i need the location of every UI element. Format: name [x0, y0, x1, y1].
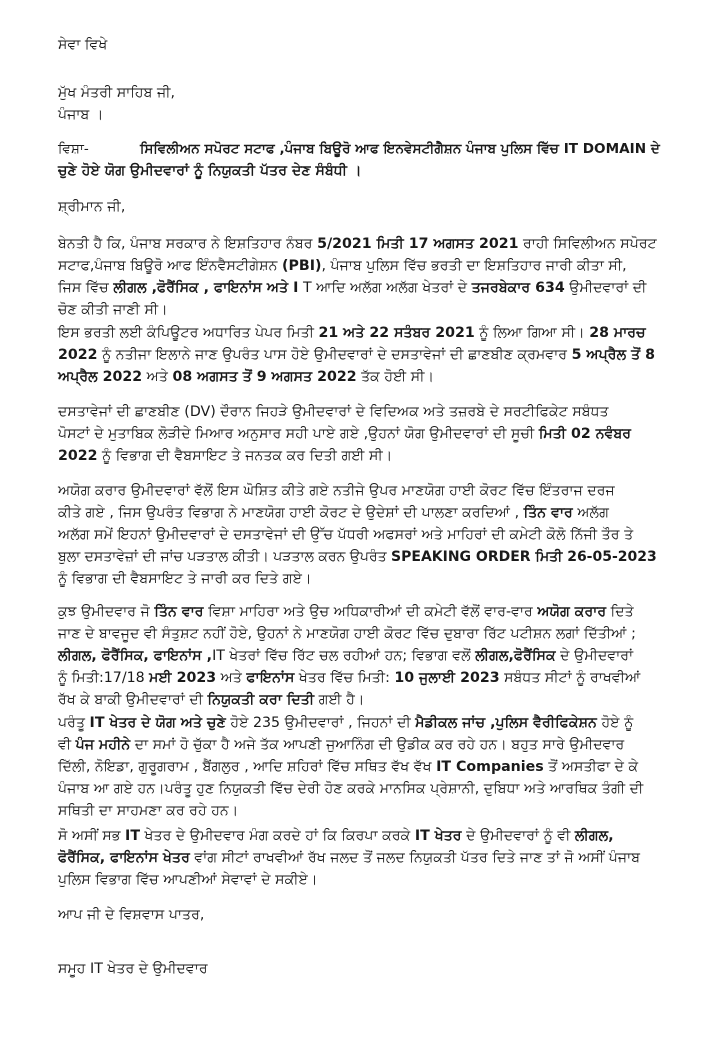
- subject-label: ਵਿਸ਼ਾ-: [58, 141, 89, 157]
- text-segment: ਦੇ ਉਮੀਦਵਾਰਾਂ: [555, 648, 634, 664]
- para4-l3: [58, 524, 662, 546]
- text-segment: ਪੋਸਟਾਂ ਦੇ ਮੁਤਾਬਿਕ ਲੋੜੀਦੇ ਮਿਆਰ ਅਨੁਸਾਰ ਸਹੀ ਪਾਏ ਗਏ ,ਉਹਨਾਂ ਯੋਗ ਉਮੀਦਵਾਰਾਂ ਦੀ ਸੂਚੀ: [58, 426, 539, 442]
- signature: ਸਮੂਹ IT ਖੇਤਰ ਦੇ ਉਮੀਦਵਾਰ: [58, 961, 208, 977]
- text-segment: ਰੱਖ ਕੇ ਬਾਕੀ ਉਮੀਦਵਾਰਾਂ ਦੀ: [58, 692, 208, 708]
- address-line-1: ਮੁੱਖ ਮੰਤਰੀ ਸਾਹਿਬ ਜੀ,: [58, 85, 176, 101]
- para2-l1: [58, 322, 662, 344]
- para2-l3: [58, 366, 662, 388]
- para6-l5: [58, 800, 662, 822]
- greeting: ਸ਼੍ਰੀਮਾਨ ਜੀ,: [58, 199, 126, 215]
- bold-text: ਫਾਇਨਾਂਸ: [246, 670, 295, 686]
- bold-text: ਨਿਯੁਕਤੀ ਕਰਾ ਦਿਤੀ: [207, 692, 315, 708]
- text-segment: ਪਰੰਤੂ: [58, 715, 90, 731]
- paragraph-3: [58, 401, 662, 467]
- para1-l1: [58, 233, 662, 255]
- text-segment: ਕੀਤੇ ਗਏ , ਜਿਸ ਉਪਰੰਤ ਵਿਭਾਗ ਨੇ ਮਾਣਯੋਗ ਹਾਈ ਕੋਰਟ ਦੇ ਉਦੇਸ਼ਾਂ ਦੀ ਪਾਲਣਾ ਕਰਦਿਆਂ ,: [58, 505, 524, 521]
- text-segment: ਵੀ: [58, 737, 76, 753]
- text-segment: ਨੂੰ ਵਿਭਾਗ ਦੀ ਵੈਬਸਾਇਟ ਤੇ ਜਾਰੀ ਕਰ ਦਿਤੇ ਗਏ।: [58, 571, 312, 587]
- text-segment: ਤੋਂ ਅਸਤੀਫਾ ਦੇ ਕੇ: [543, 759, 639, 775]
- para2-l2: [58, 344, 662, 366]
- text-segment: ਨੂੰ ਵਿਭਾਗ ਦੀ ਵੈਬਸਾਇਟ ਤੇ ਜਨਤਕ ਕਰ ਦਿਤੀ ਗਈ ਸੀ।: [97, 448, 393, 464]
- text-segment: ਵਾਂਗ ਸੀਟਾਂ ਰਾਖਵੀਆਂ ਰੱਖ ਜਲਦ ਤੋਂ ਜਲਦ ਨਿਯੁਕਤੀ ਪੱਤਰ ਦਿਤੇ ਜਾਣ ਤਾਂ ਜੋ ਅਸੀਂ ਪੰਜਾਬ: [189, 850, 641, 866]
- para5-l3: [58, 645, 662, 667]
- para5-l5: [58, 689, 662, 711]
- text-segment: ਤੱਕ ਹੋਈ ਸੀ।: [356, 369, 435, 385]
- bold-text: IT Companies: [436, 759, 544, 775]
- para3-l1: [58, 401, 662, 423]
- text-segment: ਜਿਸ ਵਿੱਚ: [58, 280, 114, 296]
- bold-text: 28 ਮਾਰਚ: [589, 325, 646, 341]
- text-segment: ਅਲੱਗ: [572, 505, 610, 521]
- text-segment: ਨੂੰ ਨਤੀਜਾ ਇਲਾਨੇ ਜਾਣ ਉਪਰੰਤ ਪਾਸ ਹੋਏ ਉਮੀਦਵਾਰਾਂ ਦੇ ਦਸਤਾਵੇਜਾਂ ਦੀ ਛਾਣਬੀਣ ਕ੍ਰਮਵਾਰ: [97, 347, 572, 363]
- para1-l2: [58, 255, 662, 277]
- text-segment: ਨੂੰ ਮਿਤੀ:17/18: [58, 670, 150, 686]
- subject-block: [58, 138, 662, 182]
- bold-text: ਮੈਡੀਕਲ ਜਾਂਚ ,ਪੁਲਿਸ ਵੈਰੀਫਿਕੇਸ਼ਨ: [415, 715, 597, 731]
- text-segment: ਅਲੱਗ ਸਮੇਂ ਇਹਨਾਂ ਉਮੀਦਵਾਰਾਂ ਦੇ ਦਸਤਾਵੇਜਾਂ ਦੀ ਉੱਚ ਪੱਧਰੀ ਅਫਸਰਾਂ ਅਤੇ ਮਾਹਿਰਾਂ ਦੀ ਕਮੇਟੀ ਕੋਲੋ ਨਿੱਜੀ ਤੌਰ ਤੇ: [58, 527, 634, 543]
- bold-text: 5 ਅਪ੍ਰੈਲ ਤੋਂ 8: [571, 347, 655, 363]
- text-segment: ਅਯੋਗ ਕਰਾਰ ਉਮੀਦਵਾਰਾਂ ਵੱਲੋਂ ਇਸ ਘੋਸ਼ਿਤ ਕੀਤੇ ਗਏ ਨਤੀਜੇ ਉਪਰ ਮਾਣਯੋਗ ਹਾਈ ਕੋਰਟ ਵਿੱਚ ਇੰਤਰਾਜ ਦਰਜ: [58, 483, 615, 499]
- text-segment: ਦਿਤੇ: [606, 604, 634, 620]
- text-segment: ਅਤੇ: [142, 369, 173, 385]
- text-segment: ਸੋ ਅਸੀਂ ਸਭ: [58, 828, 126, 844]
- para6-l3: [58, 756, 662, 778]
- bold-text: ਤਿੰਨ ਵਾਰ: [523, 505, 573, 521]
- bold-text: ਤਜਰਬੇਕਾਰ 634: [471, 280, 565, 296]
- bold-text: 08 ਅਗਸਤ ਤੋਂ 9 ਅਗਸਤ 2022: [172, 369, 357, 385]
- address-line-2: ਪੰਜਾਬ ।: [58, 107, 104, 123]
- para3-l3: [58, 445, 662, 467]
- para4-l2: [58, 502, 662, 524]
- text-segment: ਦਿੱਲੀ, ਨੋਇਡਾ, ਗੁਰੂਗਰਾਮ , ਬੈਂਗਲੁਰ , ਆਦਿ ਸ਼ਹਿਰਾਂ ਵਿੱਚ ਸਥਿਤ ਵੱਖ ਵੱਖ: [58, 759, 437, 775]
- text-segment: IT ਖੇਤਰਾਂ ਵਿੱਚ ਰਿੱਟ ਚਲ ਰਹੀਆਂ ਹਨ; ਵਿਭਾਗ ਵਲੋਂ: [212, 648, 476, 664]
- para4-l5: [58, 568, 662, 590]
- para5-l4: [58, 667, 662, 689]
- para7-l2: [58, 847, 662, 869]
- text-segment: ਹੋਏ 235 ਉਮੀਦਵਾਰਾਂ , ਜਿਹਨਾਂ ਦੀ: [225, 715, 416, 731]
- bold-text: IT ਖੇਤਰ: [414, 828, 462, 844]
- text-segment: ਬੁਲਾ ਦਸਤਾਵੇਜ਼ਾਂ ਦੀ ਜਾਂਚ ਪੜਤਾਲ ਕੀਤੀ। ਪੜਤਾਲ ਕਰਨ ਉਪਰੰਤ: [58, 549, 392, 565]
- text-segment: ਚੋਣ ਕੀਤੀ ਜਾਣੀ ਸੀ।: [58, 302, 168, 318]
- text-segment: T ਆਦਿ ਅਲੱਗ ਅਲੱਗ ਖੇਤਰਾਂ ਦੇ: [298, 280, 472, 296]
- text-segment: ਉਮੀਦਵਾਰਾਂ ਦੀ: [564, 280, 647, 296]
- bold-text: ਪੰਜ ਮਹੀਨੇ: [75, 737, 131, 753]
- text-segment: ਰਾਹੀ ਸਿਵਿਲੀਅਨ ਸਪੋਰਟ: [518, 236, 657, 252]
- bold-text: SPEAKING ORDER ਮਿਤੀ 26-05-2023: [391, 549, 657, 565]
- text-segment: , ਪੰਜਾਬ ਪੁਲਿਸ ਵਿੱਚ ਭਰਤੀ ਦਾ ਇਸ਼ਤਿਹਾਰ ਜਾਰੀ ਕੀਤਾ ਸੀ,: [321, 258, 627, 274]
- para5-l1: [58, 601, 662, 623]
- text-segment: ਦਾ ਸਮਾਂ ਹੋ ਚੁੱਕਾ ਹੈ ਅਜੇ ਤੱਕ ਆਪਣੀ ਜੁਆਨਿੰਗ ਦੀ ਉਡੀਕ ਕਰ ਰਹੇ ਹਨ। ਬਹੁਤ ਸਾਰੇ ਉਮੀਦਵਾਰ: [130, 737, 625, 753]
- text-segment: ਜਾਣ ਦੇ ਬਾਵਜੂਦ ਵੀ ਸੰਤੁਸ਼ਟ ਨਹੀਂ ਹੋਏ, ਉਹਨਾਂ ਨੇ ਮਾਣਯੋਗ ਹਾਈ ਕੋਰਟ ਵਿੱਚ ਦੁਬਾਰਾ ਰਿੱਟ ਪਟੀਸ਼ਨ ਲਗਾਂ ਦਿੱਤੀਆਂ ;: [58, 626, 636, 642]
- para1-l3: [58, 277, 662, 299]
- para6-l1: [58, 712, 662, 734]
- text-segment: ਗਈ ਹੈ।: [314, 692, 365, 708]
- bold-text: IT: [125, 828, 141, 844]
- paragraph-2: [58, 322, 662, 388]
- bold-text: ਲੀਗਲ,: [574, 828, 614, 844]
- text-segment: ਇਸ ਭਰਤੀ ਲਈ ਕੰਪਿਊਟਰ ਅਧਾਰਿਤ ਪੇਪਰ ਮਿਤੀ: [58, 325, 319, 341]
- para7-l3: [58, 869, 662, 891]
- closing: ਆਪ ਜੀ ਦੇ ਵਿਸ਼ਵਾਸ ਪਾਤਰ,: [58, 907, 205, 923]
- text-segment: ਪੁਲਿਸ ਵਿਭਾਗ ਵਿੱਚ ਆਪਣੀਆਂ ਸੇਵਾਵਾਂ ਦੇ ਸਕੀਏ।: [58, 872, 318, 888]
- bold-text: ਫੋਰੈਂਸਿਕ, ਫਾਇਨਾਂਸ ਖੇਤਰ: [58, 850, 190, 866]
- paragraph-4: [58, 480, 662, 590]
- paragraph-5: [58, 601, 662, 711]
- bold-text: 2022: [58, 448, 98, 464]
- text-segment: ਬੇਨਤੀ ਹੈ ਕਿ, ਪੰਜਾਬ ਸਰਕਾਰ ਨੇ ਇਸ਼ਤਿਹਾਰ ਨੰਬਰ: [58, 236, 318, 252]
- para6-l2: [58, 734, 662, 756]
- para4-l1: [58, 480, 662, 502]
- subject-text-1: ਸਿਵਿਲੀਅਨ ਸਪੋਰਟ ਸਟਾਫ ,ਪੰਜਾਬ ਬਿਊਰੋ ਆਫ ਇਨਵੇਸਟੀਗੈਸ਼ਨ ਪੰਜਾਬ ਪੁਲਿਸ ਵਿੱਚ IT DOMAIN ਦੇ: [140, 141, 660, 157]
- paragraph-1: [58, 233, 662, 321]
- paragraph-6: [58, 712, 662, 822]
- bold-text: ਮਈ 2023: [149, 670, 217, 686]
- bold-text: IT ਖੇਤਰ ਦੇ ਯੋਗ ਅਤੇ ਚੁਣੇ: [89, 715, 226, 731]
- bold-text: ਤਿੰਨ ਵਾਰ: [154, 604, 204, 620]
- text-segment: ਸਬੰਧਤ ਸੀਟਾਂ ਨੂੰ ਰਾਖਵੀਆਂ: [499, 670, 641, 686]
- text-segment: ਅਤੇ: [216, 670, 247, 686]
- bold-text: ਮਿਤੀ 02 ਨਵੰਬਰ: [538, 426, 632, 442]
- bold-text: 21 ਅਤੇ 22 ਸਤੰਬਰ 2021: [318, 325, 475, 341]
- bold-text: 10 ਜੁਲਾਈ 2023: [394, 670, 500, 686]
- para1-l4: [58, 299, 662, 321]
- bold-text: 5/2021 ਮਿਤੀ 17 ਅਗਸਤ 2021: [317, 236, 519, 252]
- text-segment: ਸਟਾਫ,ਪੰਜਾਬ ਬਿਊਰੋ ਆਫ ਇੰਨਵੈਸਟੀਗੇਸ਼ਨ: [58, 258, 282, 274]
- address-block: [58, 82, 662, 126]
- bold-text: 2022: [58, 347, 98, 363]
- bold-text: ਅਯੋਗ ਕਰਾਰ: [537, 604, 607, 620]
- bold-text: ਲੀਗਲ ,ਫੋਰੈਂਸਿਕ , ਫਾਇਨਾਂਸ ਅਤੇ I: [113, 280, 299, 296]
- salutation-top: ਸੇਵਾ ਵਿਖੇ: [58, 37, 108, 53]
- text-segment: ਸਥਿਤੀ ਦਾ ਸਾਹਮਣਾ ਕਰ ਰਹੇ ਹਨ।: [58, 803, 239, 819]
- text-segment: ਕੁਝ ਉਮੀਦਵਾਰ ਜੋ: [58, 604, 155, 620]
- text-segment: ਦੇ ਉਮੀਦਵਾਰਾਂ ਨੂੰ ਵੀ: [461, 828, 575, 844]
- paragraph-7: [58, 825, 662, 891]
- subject-line-1: [58, 138, 662, 160]
- text-segment: ਹੋਏ ਨੂੰ: [596, 715, 634, 731]
- para6-l4: [58, 778, 662, 800]
- bold-text: ਅਪ੍ਰੈਲ 2022: [58, 369, 143, 385]
- para5-l2: [58, 623, 662, 645]
- para7-l1: [58, 825, 662, 847]
- text-segment: ਦਸਤਾਵੇਜਾਂ ਦੀ ਛਾਣਬੀਣ (DV) ਦੌਰਾਨ ਜਿਹੜੇ ਉਮੀਦਵਾਰਾਂ ਦੇ ਵਿਦਿਅਕ ਅਤੇ ਤਜ਼ਰਬੇ ਦੇ ਸਰਟੀਫਿਕੇਟ ਸਬੰਧਤ: [58, 404, 609, 420]
- bold-text: ਲੀਗਲ, ਫੋਰੈਂਸਿਕ, ਫਾਇਨਾਂਸ ,: [58, 648, 213, 664]
- bold-text: ਲੀਗਲ,ਫੋਰੈਂਸਿਕ: [475, 648, 556, 664]
- text-segment: ਪੰਜਾਬ ਆ ਗਏ ਹਨ।ਪਰੰਤੂ ਹੁਣ ਨਿਯੁਕਤੀ ਵਿੱਚ ਦੇਰੀ ਹੋਣ ਕਰਕੇ ਮਾਨਸਿਕ ਪ੍ਰੇਸ਼ਾਨੀ, ਦੁਬਿਧਾ ਅਤੇ ਆਰਥਿਕ ਤੰਗੀ ਦੀ: [58, 781, 644, 797]
- bold-text: (PBI): [282, 258, 322, 274]
- subject-line-2: ਚੁਣੇ ਹੋਏ ਯੋਗ ਉਮੀਦਵਾਰਾਂ ਨੂੰ ਨਿਯੁਕਤੀ ਪੱਤਰ ਦੇਣ ਸੰਬੰਧੀ ।: [58, 163, 362, 179]
- para3-l2: [58, 423, 662, 445]
- text-segment: ਵਿਸ਼ਾ ਮਾਹਿਰਾ ਅਤੇ ਉਚ ਅਧਿਕਾਰੀਆਂ ਦੀ ਕਮੇਟੀ ਵੱਲੋਂ ਵਾਰ-ਵਾਰ: [203, 604, 538, 620]
- text-segment: ਨੂੰ ਲਿਆ ਗਿਆ ਸੀ।: [474, 325, 590, 341]
- para4-l4: [58, 546, 662, 568]
- text-segment: ਖੇਤਰ ਵਿੱਚ ਮਿਤੀ:: [294, 670, 395, 686]
- text-segment: ਖੇਤਰ ਦੇ ਉਮੀਦਵਾਰ ਮੰਗ ਕਰਦੇ ਹਾਂ ਕਿ ਕਿਰਪਾ ਕਰਕੇ: [140, 828, 415, 844]
